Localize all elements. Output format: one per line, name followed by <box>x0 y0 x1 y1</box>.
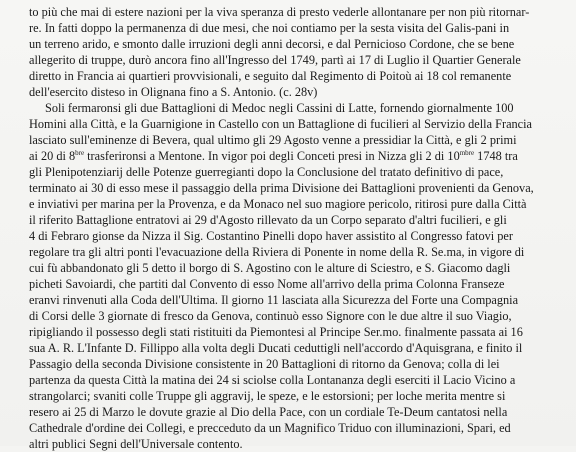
text-line: regolare tra gli altri ponti l'evacuazione della Riviera di Ponente in nome della R. Se.ma, in vigore di <box>29 245 525 259</box>
text-line: ripigliando il possesso degli stati ristituiti da Piemontesi al Principe Ser.mo. finalmente passata ai 16 <box>29 325 523 339</box>
text-line: dell'esercito disteso in Olignana fino a S. Antonio. (c. 28v) <box>29 85 318 99</box>
text-line: partenza da questa Città la matina dei 24 si sciolse colla Lontananza degli eserciti il Lacio Vicino a <box>29 373 516 387</box>
text-line: Soli fermaronsi gli due Battaglioni di Medoc negli Cassini di Latte, fornendo giornalmente 100 <box>45 101 514 115</box>
text-line: Passagio della seconda Divisione consistente in 20 Battaglioni di ritorno da Genova; colla di lei <box>29 357 500 371</box>
paragraph-2 <box>29 100 562 452</box>
text-line: altri publici Segni dell'Universale contento. <box>29 437 243 451</box>
text-line: picheti Savoiardi, che partiti dal Convento di esso Nome all'arrivo della prima Colonna Franseze <box>29 277 505 291</box>
text-line: Cathedrale d'ordine dei Collegi, e precceduto da un Magnifico Triduo con illuminazioni, Spari, ed <box>29 421 511 435</box>
text-line: terminato ai 30 di esso mese il passaggio della prima Divisione dei Battaglioni provenienti da Genova, <box>29 181 534 195</box>
text-line: re. In fatti doppo la permanenza di due mesi, che noi contiamo per la sesta visita del Galis-pani in <box>29 21 510 35</box>
text-line: gli Plenipotenziarij delle Potenze guerregianti dopo la Conclusione del tratato definitivo di pace, <box>29 165 504 179</box>
text-line: un terreno arido, e smonto dalle irruzioni degli anni decorsi, e dal Pernicioso Cordone, che se bene <box>29 37 515 51</box>
text-line: e inviativi per marina per la Provenza, e da Monaco nel suo magiore pericolo, ritirosi pure dalla Città <box>29 197 527 211</box>
text-line: strangolarci; svaniti colle Truppe gli aggravij, le speze, e le estorsioni; per loche merita mentre si <box>29 389 506 403</box>
text-line: sua A. R. L'Infante D. Fillippo alla volta degli Ducati ceduttigli nell'accordo d'Aquisgrana, e finito il <box>29 341 523 355</box>
text-line: 4 di Febraro gionse da Nizza il Sig. Costantino Pinelli dopo haver assistito al Congresso fatovi per <box>29 229 513 243</box>
text-line: diretto in Francia ai quartieri provvisionali, e seguito dal Regimento di Poitoù ai 18 col remanente <box>29 69 512 83</box>
text-line: eranvi rinvenuti alla Coda dell'Ultima. Il giorno 11 lasciata alla Sicurezza del Forte una Compagnia <box>29 293 519 307</box>
text-line: cui fù abbandonato gli 5 detto il borgo di S. Agostino con le alture di Sciestro, e S. Giacomo dagli <box>29 261 511 275</box>
text-line: Homini alla Città, e la Guarnigione in Castello con un Battaglione di fucilieri al Servizio della Francia <box>29 117 533 131</box>
text-line: allegerito di truppe, durò ancora fino all'Ingresso del 1749, partì ai 17 di Luglio il Quartier Generale <box>29 53 521 67</box>
text-line: resero ai 25 di Marzo le dovute grazie al Dio della Pace, con un cordiale Te-Deum cantatosi nella <box>29 405 508 419</box>
text-line: il riferito Battaglione entratovi ai 29 d'Agosto rillevato da un Corpo separato d'altri fucilieri, e gli <box>29 213 507 227</box>
paragraph-1 <box>29 4 562 100</box>
text-line: lasciato sull'eminenze di Bevera, qual ultimo gli 29 Agosto venne a pressidiar la Città, e gli 2 primi <box>29 133 517 147</box>
text-line: to più che mai di estere nazioni per la viva speranza di presto vederle allontanare per non più ritornar- <box>29 5 530 19</box>
text-line: ai 20 di $8^{bre}$ trasferironsi a Mentone. In vigor poi degli Conceti presi in Nizza gli 2 di $10^{mbre}$ 1748 tra <box>29 149 518 163</box>
text-line: di Corsi delle 3 giornate di fresco da Genova, continuò esso Signore con le due altre il suo Viagio, <box>29 309 512 323</box>
